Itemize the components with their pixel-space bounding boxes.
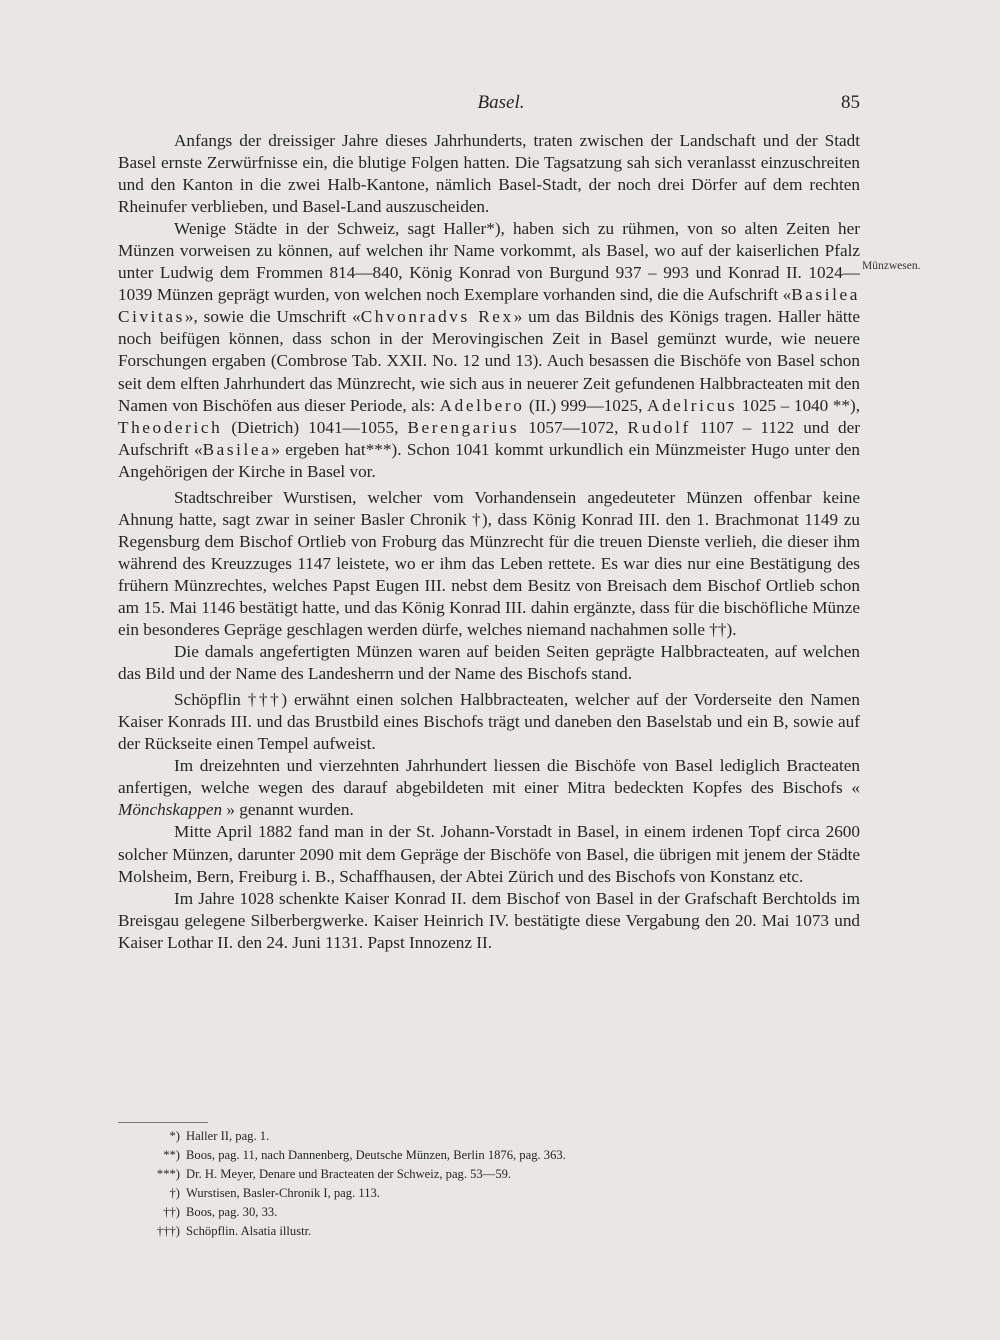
spaced-text: Basilea Civitas	[118, 285, 860, 327]
margin-note: Münzwesen.	[862, 260, 921, 272]
footnote-text: Boos, pag. 11, nach Dannenberg, Deutsche Münzen, Berlin 1876, pag. 363.	[186, 1148, 566, 1162]
paragraph-5: Schöpflin †††) erwähnt einen solchen Halbbracteaten, welcher auf der Vorderseite den Namen Kaiser Konrads III. und das Brustbild eines Bischofs trägt und daneben den Baselstab und ein B, sowie auf der Rückseite einen Tempel aufweist.	[118, 690, 860, 754]
spaced-text: Rudolf	[627, 417, 691, 437]
text-run: », sowie die Umschrift «	[184, 307, 361, 327]
footnote-mark: **)	[163, 1148, 180, 1162]
text-run: » genannt wurden.	[222, 800, 354, 820]
paragraph-1: Anfangs der dreissiger Jahre dieses Jahrhunderts, traten zwischen der Landschaft und der Stadt Basel ernste Zerwürfnisse ein, die blutige Folgen hatten. Die Tagsatzung sah sich veranlasst einzuschreiten und den Kanton in die zwei Halb-Kantone, nämlich Basel-Stadt, der noch drei Dörfer auf dem rechten Rheinufer verblieben, und Basel-Land auszuscheiden.	[118, 131, 860, 217]
text-run: Im dreizehnten und vierzehnten Jahrhundert liessen die Bischöfe von Basel lediglich Bracteaten anfertigen, welche wegen des darauf abgebildeten mit einer Mitra bedeckten Kopfes des Bischofs «	[118, 756, 860, 798]
footnote-mark: *)	[169, 1129, 180, 1143]
paragraph-8: Im Jahre 1028 schenkte Kaiser Konrad II. dem Bischof von Basel in der Grafschaft Berchtolds im Breisgau gelegene Silberbergwerke. Kaiser Heinrich IV. bestätigte diese Vergabung den 20. Mai 1073 und Kaiser Lothar II. den 24. Juni 1131. Papst Innozenz II.	[118, 888, 860, 952]
paragraph-2	[118, 218, 860, 483]
footnote-text: Boos, pag. 30, 33.	[186, 1205, 278, 1219]
body-text	[118, 130, 860, 954]
paragraph-3: Stadtschreiber Wurstisen, welcher vom Vorhandensein angedeuteter Münzen offenbar keine Ahnung hatte, sagt zwar in seiner Basler Chronik †), dass König Konrad III. den 1. Brachmonat 1149 zu Regensburg dem Bischof Ortlieb von Froburg das Münzrecht für die treuen Dienste verlieh, die dieser ihm während des Kreuzzuges 1147 leistete, wo er ihm das Leben rettete. Es war dies nur eine Bestätigung des frühern Münzrechtes, welches Papst Eugen III. nebst dem Besitz von Breisach dem Bischof Ortlieb schon am 15. Mai 1146 bestätigt hatte, und das König Konrad III. dahin ergänzte, dass für die bischöfliche Münze ein besonderes Gepräge geschlagen werden dürfe, welches niemand nachahmen solle ††).	[118, 487, 860, 640]
running-title: Basel.	[477, 92, 525, 113]
footnote-text: Dr. H. Meyer, Denare und Bracteaten der Schweiz, pag. 53—59.	[186, 1167, 512, 1181]
footnote-divider	[118, 1122, 208, 1123]
text-run: (Dietrich) 1041—1055,	[222, 417, 408, 437]
footnote	[118, 1127, 860, 1146]
spaced-text: Adelricus	[646, 395, 738, 415]
italic-term: Mönchskappen	[118, 800, 223, 820]
footnote	[118, 1165, 860, 1184]
text-run: 1025 – 1040 **),	[737, 395, 860, 415]
footnote	[118, 1203, 860, 1222]
text-run: » ergeben hat***). Schon 1041 kommt urkundlich ein Münzmeister Hugo unter den Angehörigen der Kirche in Basel vor.	[118, 439, 861, 481]
text-run: 1107 – 1122 und der Aufschrift «	[118, 417, 860, 459]
paragraph-4: Die damals angefertigten Münzen waren auf beiden Seiten geprägte Halbbracteaten, auf welchen das Bild und der Name des Landesherrn und der Name des Bischofs stand.	[118, 642, 860, 684]
footnote-text: Schöpflin. Alsatia illustr.	[186, 1224, 312, 1238]
page-number: 85	[841, 92, 860, 113]
text-run: (II.) 999—1025,	[524, 395, 647, 415]
text-run: 1057—1072,	[519, 417, 628, 437]
page-header	[118, 92, 860, 122]
footnotes	[118, 1127, 860, 1241]
spaced-text: Berengarius	[407, 417, 520, 437]
paragraph-6	[118, 755, 860, 821]
spaced-text: Adelbero	[439, 395, 525, 415]
footnote	[118, 1146, 860, 1165]
footnote	[118, 1184, 860, 1203]
footnote-mark: †)	[169, 1186, 180, 1200]
footnote-text: Haller II, pag. 1.	[186, 1129, 270, 1143]
footnote-mark: ***)	[156, 1167, 180, 1181]
footnote-text: Wurstisen, Basler-Chronik I, pag. 113.	[186, 1186, 380, 1200]
footnote-mark: ††)	[163, 1205, 180, 1219]
spaced-text: Basilea	[202, 439, 272, 459]
text-run: Wenige Städte in der Schweiz, sagt Haller*), haben sich zu rühmen, von so alten Zeiten her Münzen vorweisen zu können, auf welchen ihr Name vorkommt, als Basel, wo auf der kaiserlichen Pfalz unter Ludwig dem Frommen 814—840, König Konrad von Burgund 937 – 993 und Konrad II. 1024—1039 Münzen geprägt wurden, von welchen noch Exemplare vorhanden sind, die die Aufschrift «	[118, 219, 860, 305]
spaced-text: Theoderich	[118, 417, 223, 437]
paragraph-7: Mitte April 1882 fand man in der St. Johann-Vorstadt in Basel, in einem irdenen Topf circa 2600 solcher Münzen, darunter 2090 mit dem Gepräge der Bischöfe von Basel, die übrigen mit jenem der Städte Molsheim, Bern, Freiburg i. B., Schaffhausen, der Abtei Zürich und des Bischofs von Konstanz etc.	[118, 822, 860, 886]
footnote	[118, 1222, 860, 1241]
text-run: » um das Bildnis des Königs tragen. Haller hätte noch beifügen können, dass schon in der Merovingischen Zeit in Basel gemünzt wurde, wie neuere Forschungen ergaben (Combrose Tab. XXII. No. 12 und 13). Auch besassen die Bischöfe von Basel schon seit dem elften Jahrhundert das Münzrecht, wie sich aus in neuerer Zeit gefundenen Halbbracteaten mit den Namen von Bischöfen aus dieser Periode, als:	[118, 307, 860, 415]
spaced-text: Chvonradvs Rex	[360, 307, 514, 327]
footnote-mark: †††)	[156, 1224, 180, 1238]
